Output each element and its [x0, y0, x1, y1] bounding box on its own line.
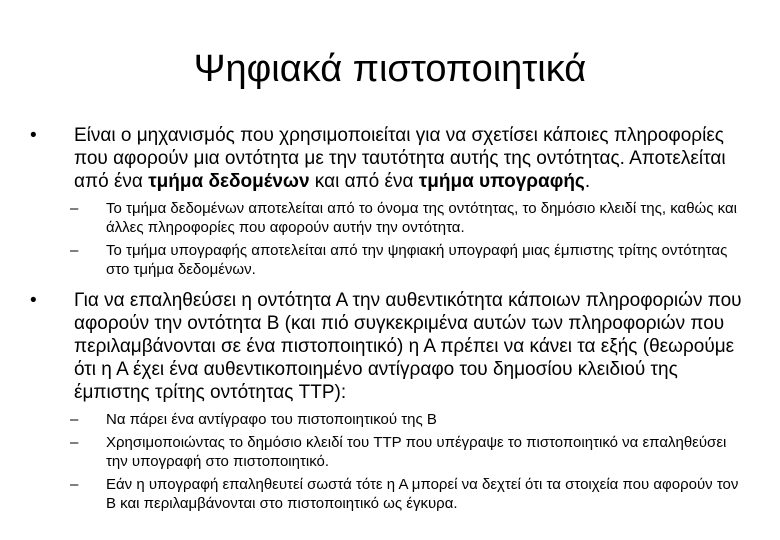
bullet-2: [30, 289, 750, 404]
dash-icon: –: [70, 476, 79, 493]
sub-bullet-text: Το τμήμα υπογραφής αποτελείται από την ψηφιακή υπογραφή μιας έμπιστης τρίτης οντότητας στο τμήμα δεδομένων.: [106, 242, 728, 278]
bullet-1-bold-data-part: τμήμα δεδομένων: [148, 171, 310, 192]
dash-icon: –: [70, 242, 79, 259]
bullet-2-subitems: [30, 410, 750, 513]
sub-bullet-2-1: [30, 410, 750, 429]
dash-icon: –: [70, 411, 79, 428]
bullet-1-text-a: Είναι ο μηχανισμός που χρησιμοποιείται για να σχετίσει κάποιες πληροφορίες που αφορούν μια οντότητα με την ταυτότητα αυτής της οντότητας. Αποτελείται από ένα: [74, 125, 726, 192]
sub-bullet-1-2: [30, 241, 750, 279]
bullet-1-subitems: [30, 199, 750, 279]
sub-bullet-2-3: [30, 475, 750, 513]
bullet-1-text-e: .: [584, 171, 591, 192]
bullet-1: [30, 124, 750, 193]
dash-icon: –: [70, 434, 79, 451]
bullet-dot-icon: •: [30, 290, 37, 311]
slide-content: [30, 124, 750, 523]
sub-bullet-2-2: [30, 433, 750, 471]
sub-bullet-text: Εάν η υπογραφή επαληθευτεί σωστά τότε η Α μπορεί να δεχτεί ότι τα στοιχεία που αφορούν τον Β και περιλαμβάνονται στο πιστοποιητικό ως έγκυρα.: [106, 476, 739, 512]
sub-bullet-1-1: [30, 199, 750, 237]
bullet-dot-icon: •: [30, 125, 37, 146]
slide-title: Ψηφιακά πιστοποιητικά: [193, 48, 587, 90]
bullet-1-bold-signature-part: τμήμα υπογραφής: [418, 171, 585, 192]
bullet-2-text: Για να επαληθεύσει η οντότητα Α την αυθεντικότητα κάποιων πληροφοριών που αφορούν την οντότητα Β (και πιό συγκεκριμένα αυτών των πληροφοριών που περιλαμβάνονται σε ένα πιστοποιητικό) η Α πρέπει να κάνει τα εξής (θεωρούμε ότι η Α έχει ένα αυθεντικοποιημένο αντίγραφο του δημοσίου κλειδιού της έμπιστης τρίτης οντότητας TTP):: [74, 290, 742, 403]
dash-icon: –: [70, 200, 79, 217]
bullet-1-text-c: και από ένα: [309, 171, 419, 192]
sub-bullet-text: Χρησιμοποιώντας το δημόσιο κλειδί του TTP που υπέγραψε το πιστοποιητικό να επαληθεύσει την υπογραφή στο πιστοποιητικό.: [106, 434, 727, 470]
sub-bullet-text: Να πάρει ένα αντίγραφο του πιστοποιητικού της Β: [106, 411, 437, 428]
sub-bullet-text: Το τμήμα δεδομένων αποτελείται από το όνομα της οντότητας, το δημόσιο κλειδί της, καθώς και άλλες πληροφορίες που αφορούν αυτήν την οντότητα.: [106, 200, 737, 236]
